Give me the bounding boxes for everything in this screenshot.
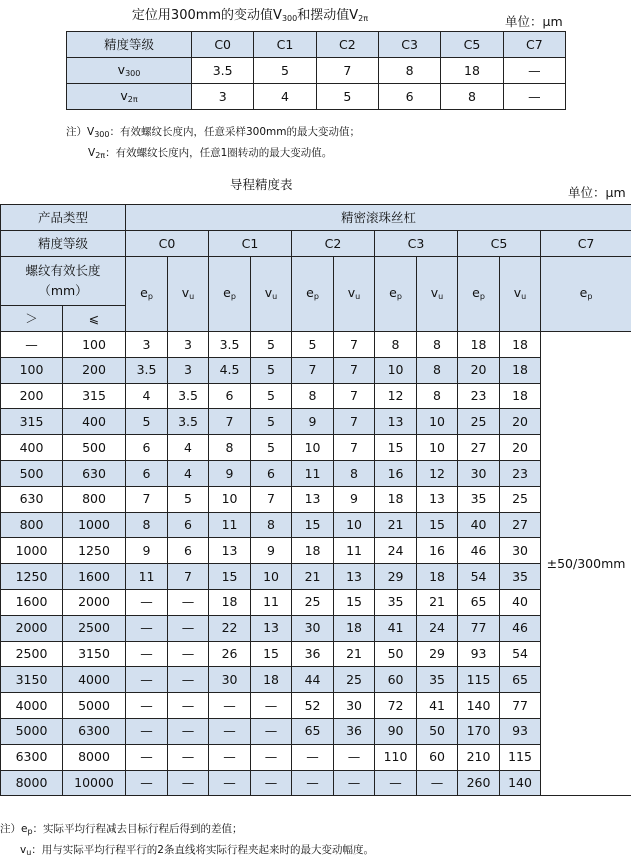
value-cell: 72 (375, 693, 417, 719)
value-cell: — (503, 58, 565, 84)
data-row (1, 641, 631, 667)
value-cell: 8 (334, 460, 375, 486)
value-cell: 13 (375, 409, 417, 435)
range-gt-cell: 8000 (1, 770, 63, 796)
value-cell: 30 (209, 667, 251, 693)
value-cell: 65 (458, 589, 500, 615)
value-cell: — (168, 589, 209, 615)
value-cell: 29 (417, 641, 458, 667)
value-cell: 4 (126, 383, 168, 409)
value-cell: 30 (458, 460, 500, 486)
data-row (1, 332, 631, 358)
grade-header-cell: C5 (441, 32, 503, 58)
value-cell: 9 (126, 538, 168, 564)
grade-header-cell: C2 (292, 231, 375, 257)
length-label: 螺纹有效长度 （mm） (1, 257, 126, 306)
value-cell: 13 (209, 538, 251, 564)
range-gt-cell: 6300 (1, 744, 63, 770)
data-row (1, 486, 631, 512)
value-cell: 21 (292, 564, 334, 590)
range-gt-cell: 800 (1, 512, 63, 538)
value-cell: 41 (417, 693, 458, 719)
value-cell: 5 (251, 435, 292, 461)
grade-header-cell: C3 (378, 32, 440, 58)
value-cell: — (126, 667, 168, 693)
value-cell: 54 (500, 641, 541, 667)
value-cell: 18 (334, 615, 375, 641)
range-gt-cell: 3150 (1, 667, 63, 693)
value-cell: 7 (334, 357, 375, 383)
value-cell: 8 (126, 512, 168, 538)
value-cell: 77 (500, 693, 541, 719)
product-type-row (1, 205, 631, 231)
row-label-cell: $v_{300}$ (67, 58, 192, 84)
value-cell: 26 (209, 641, 251, 667)
value-cell: 6 (126, 460, 168, 486)
value-cell: 54 (458, 564, 500, 590)
value-cell: 5 (251, 357, 292, 383)
value-cell: 115 (500, 744, 541, 770)
value-cell: 25 (334, 667, 375, 693)
table2-unit: 单位：μm (568, 183, 626, 201)
value-cell: 77 (458, 615, 500, 641)
value-cell: 16 (417, 538, 458, 564)
value-cell: — (168, 770, 209, 796)
value-cell: 4 (168, 435, 209, 461)
data-row (1, 770, 631, 796)
value-cell: 18 (251, 667, 292, 693)
range-gt-cell: 315 (1, 409, 63, 435)
value-cell: 15 (417, 512, 458, 538)
range-gt-cell: 1000 (1, 538, 63, 564)
value-cell: — (168, 615, 209, 641)
data-row (1, 512, 631, 538)
range-gt-cell: 5000 (1, 718, 63, 744)
value-cell: 15 (375, 435, 417, 461)
grade-header-cell: C0 (126, 231, 209, 257)
vu-header: $v_u$ (334, 257, 375, 332)
value-cell: 18 (458, 332, 500, 358)
value-cell: 18 (209, 589, 251, 615)
table1-row-v2pi (67, 84, 566, 110)
range-le-cell: 10000 (63, 770, 126, 796)
value-cell: 15 (209, 564, 251, 590)
range-le-cell: 800 (63, 486, 126, 512)
value-cell: 9 (251, 538, 292, 564)
value-cell: — (126, 589, 168, 615)
note-line: $v_u$：用与实际平均行程平行的2条直线将实际行程夹起来时的最大变动幅度。 (0, 841, 374, 862)
value-cell: 7 (334, 409, 375, 435)
value-cell: 29 (375, 564, 417, 590)
value-cell: 8 (378, 58, 440, 84)
data-row (1, 383, 631, 409)
value-cell: 8 (441, 84, 503, 110)
ep-header: $e_p$ (126, 257, 168, 332)
value-cell: 46 (458, 538, 500, 564)
value-cell: 5 (251, 409, 292, 435)
value-cell: — (334, 744, 375, 770)
value-cell: — (168, 641, 209, 667)
data-row (1, 589, 631, 615)
value-cell: 10 (209, 486, 251, 512)
value-cell: 140 (500, 770, 541, 796)
value-cell: 15 (292, 512, 334, 538)
value-cell: 18 (500, 357, 541, 383)
value-cell: 50 (417, 718, 458, 744)
value-cell: 3.5 (126, 357, 168, 383)
value-cell: 41 (375, 615, 417, 641)
value-cell: 3.5 (168, 383, 209, 409)
value-cell: 60 (417, 744, 458, 770)
value-cell: 7 (334, 383, 375, 409)
value-cell: — (168, 744, 209, 770)
value-cell: — (126, 744, 168, 770)
value-cell: 8 (375, 332, 417, 358)
value-cell: 7 (316, 58, 378, 84)
lead-accuracy-table (0, 204, 631, 796)
value-cell: 52 (292, 693, 334, 719)
range-le-cell: 200 (63, 357, 126, 383)
value-cell: 6 (168, 512, 209, 538)
data-row (1, 435, 631, 461)
value-cell: 22 (209, 615, 251, 641)
value-cell: 8 (292, 383, 334, 409)
range-gt-cell: 1600 (1, 589, 63, 615)
value-cell: 25 (500, 486, 541, 512)
value-cell: 18 (500, 332, 541, 358)
value-cell: 6 (378, 84, 440, 110)
gt-header: ＞ (1, 306, 63, 332)
value-cell: 60 (375, 667, 417, 693)
value-cell: 24 (375, 538, 417, 564)
value-cell: 25 (292, 589, 334, 615)
value-cell: 65 (500, 667, 541, 693)
value-cell: 11 (126, 564, 168, 590)
vu-header: $v_u$ (168, 257, 209, 332)
value-cell: 110 (375, 744, 417, 770)
value-cell: — (209, 718, 251, 744)
value-cell: 35 (500, 564, 541, 590)
range-le-cell: 6300 (63, 718, 126, 744)
value-cell: 13 (292, 486, 334, 512)
value-cell: 9 (334, 486, 375, 512)
c7-tolerance-cell: ±50/300mm (541, 332, 631, 796)
ep-header: $e_p$ (541, 257, 631, 332)
value-cell: 15 (334, 589, 375, 615)
value-cell: 65 (292, 718, 334, 744)
value-cell: 3.5 (209, 332, 251, 358)
value-cell: 260 (458, 770, 500, 796)
value-cell: 18 (417, 564, 458, 590)
row-label-cell: $v_{2\pi}$ (67, 84, 192, 110)
value-cell: 7 (168, 564, 209, 590)
value-cell: 5 (316, 84, 378, 110)
value-cell: — (209, 693, 251, 719)
value-cell: 40 (458, 512, 500, 538)
value-cell: 10 (334, 512, 375, 538)
value-cell: 3 (126, 332, 168, 358)
data-row (1, 667, 631, 693)
range-gt-cell: 200 (1, 383, 63, 409)
value-cell: 35 (375, 589, 417, 615)
range-gt-cell: 500 (1, 460, 63, 486)
value-cell: 20 (500, 409, 541, 435)
value-cell: 10 (375, 357, 417, 383)
value-cell: 5 (292, 332, 334, 358)
value-cell: 12 (375, 383, 417, 409)
value-cell: 20 (500, 435, 541, 461)
data-row (1, 718, 631, 744)
range-le-cell: 100 (63, 332, 126, 358)
range-gt-cell: — (1, 332, 63, 358)
value-cell: 27 (500, 512, 541, 538)
value-cell: — (209, 744, 251, 770)
value-cell: 8 (209, 435, 251, 461)
grade-header-cell: C7 (503, 32, 565, 58)
value-cell: 4.5 (209, 357, 251, 383)
value-cell: 7 (126, 486, 168, 512)
value-cell: — (168, 693, 209, 719)
table2-title: 导程精度表 (230, 175, 293, 193)
grade-row (1, 231, 631, 257)
value-cell: — (251, 718, 292, 744)
le-header: ⩽ (63, 306, 126, 332)
range-gt-cell: 2000 (1, 615, 63, 641)
range-le-cell: 400 (63, 409, 126, 435)
value-cell: — (503, 84, 565, 110)
value-cell: 3 (192, 84, 254, 110)
data-row (1, 460, 631, 486)
data-row (1, 538, 631, 564)
value-cell: 21 (334, 641, 375, 667)
range-gt-cell: 2500 (1, 641, 63, 667)
value-cell: 7 (251, 486, 292, 512)
range-le-cell: 1600 (63, 564, 126, 590)
data-row (1, 357, 631, 383)
range-le-cell: 5000 (63, 693, 126, 719)
data-row (1, 564, 631, 590)
value-cell: 46 (500, 615, 541, 641)
ep-header: $e_p$ (375, 257, 417, 332)
table1-unit: 单位：μm (505, 12, 563, 30)
value-cell: 15 (251, 641, 292, 667)
data-row (1, 615, 631, 641)
grade-header-cell: C5 (458, 231, 541, 257)
range-gt-cell: 400 (1, 435, 63, 461)
grade-header-cell: C2 (316, 32, 378, 58)
range-gt-cell: 4000 (1, 693, 63, 719)
value-cell: 9 (292, 409, 334, 435)
value-cell: 27 (458, 435, 500, 461)
value-cell: 20 (458, 357, 500, 383)
range-le-cell: 3150 (63, 641, 126, 667)
value-cell: 35 (458, 486, 500, 512)
note-line: 注）$V_{300}$：有效螺纹长度内，任意采样300mm的最大变动值； (66, 123, 360, 144)
value-cell: — (251, 744, 292, 770)
value-cell: 23 (500, 460, 541, 486)
value-cell: 10 (251, 564, 292, 590)
value-cell: 210 (458, 744, 500, 770)
grade-header-cell: C1 (254, 32, 316, 58)
value-cell: 6 (126, 435, 168, 461)
value-cell: 21 (417, 589, 458, 615)
range-le-cell: 500 (63, 435, 126, 461)
value-cell: 36 (292, 641, 334, 667)
value-cell: — (292, 744, 334, 770)
range-le-cell: 2500 (63, 615, 126, 641)
range-gt-cell: 630 (1, 486, 63, 512)
value-cell: 11 (251, 589, 292, 615)
value-cell: 6 (168, 538, 209, 564)
value-cell: 93 (500, 718, 541, 744)
value-cell: 40 (500, 589, 541, 615)
value-cell: — (209, 770, 251, 796)
value-cell: 12 (417, 460, 458, 486)
value-cell: 35 (417, 667, 458, 693)
range-le-cell: 1250 (63, 538, 126, 564)
value-cell: 8 (417, 383, 458, 409)
value-cell: — (126, 770, 168, 796)
value-cell: 24 (417, 615, 458, 641)
value-cell: 13 (251, 615, 292, 641)
value-cell: 4 (254, 84, 316, 110)
value-cell: 18 (292, 538, 334, 564)
grade-label: 精度等级 (1, 231, 126, 257)
value-cell: — (417, 770, 458, 796)
value-cell: 7 (292, 357, 334, 383)
value-cell: 18 (500, 383, 541, 409)
range-le-cell: 1000 (63, 512, 126, 538)
value-cell: 7 (334, 435, 375, 461)
grade-header-cell: C1 (209, 231, 292, 257)
value-cell: 30 (500, 538, 541, 564)
value-cell: — (292, 770, 334, 796)
value-cell: 10 (292, 435, 334, 461)
value-cell: 5 (126, 409, 168, 435)
data-row (1, 693, 631, 719)
vu-header: $v_u$ (251, 257, 292, 332)
value-cell: 10 (417, 435, 458, 461)
value-cell: 13 (417, 486, 458, 512)
value-cell: — (126, 641, 168, 667)
value-cell: 8 (417, 332, 458, 358)
ep-header: $e_p$ (458, 257, 500, 332)
value-cell: — (126, 615, 168, 641)
value-cell: 13 (334, 564, 375, 590)
table1-title: 定位用300mm的变动值$V_{300}$和摆动值$V_{2\pi}$ (0, 4, 500, 23)
data-row (1, 744, 631, 770)
value-cell: 3.5 (192, 58, 254, 84)
value-cell: — (126, 718, 168, 744)
value-cell: 25 (458, 409, 500, 435)
sub-header-row (1, 257, 631, 306)
value-cell: 44 (292, 667, 334, 693)
value-cell: 5 (251, 383, 292, 409)
value-cell: 10 (417, 409, 458, 435)
product-type-value: 精密滚珠丝杠 (126, 205, 631, 231)
value-cell: — (251, 693, 292, 719)
value-cell: 21 (375, 512, 417, 538)
value-cell: 9 (209, 460, 251, 486)
value-cell: 8 (417, 357, 458, 383)
range-le-cell: 2000 (63, 589, 126, 615)
value-cell: 23 (458, 383, 500, 409)
value-cell: 11 (209, 512, 251, 538)
value-cell: 3 (168, 332, 209, 358)
variation-table (66, 31, 566, 110)
value-cell: — (334, 770, 375, 796)
value-cell: 3.5 (168, 409, 209, 435)
value-cell: 7 (334, 332, 375, 358)
value-cell: 90 (375, 718, 417, 744)
value-cell: 3 (168, 357, 209, 383)
range-le-cell: 8000 (63, 744, 126, 770)
range-le-cell: 315 (63, 383, 126, 409)
value-cell: 6 (251, 460, 292, 486)
range-gt-cell: 100 (1, 357, 63, 383)
table2-notes (0, 820, 374, 862)
ep-header: $e_p$ (292, 257, 334, 332)
data-row (1, 409, 631, 435)
value-cell: — (168, 667, 209, 693)
value-cell: 50 (375, 641, 417, 667)
value-cell: 30 (292, 615, 334, 641)
table1-header-row (67, 32, 566, 58)
grade-header-cell: C3 (375, 231, 458, 257)
value-cell: 11 (334, 538, 375, 564)
value-cell: 36 (334, 718, 375, 744)
value-cell: 6 (209, 383, 251, 409)
product-type-label: 产品类型 (1, 205, 126, 231)
value-cell: 5 (168, 486, 209, 512)
value-cell: 140 (458, 693, 500, 719)
value-cell: 7 (209, 409, 251, 435)
value-cell: 16 (375, 460, 417, 486)
value-cell: 115 (458, 667, 500, 693)
note-line: 注）$e_p$：实际平均行程减去目标行程后得到的差值； (0, 820, 374, 841)
value-cell: 170 (458, 718, 500, 744)
value-cell: — (126, 693, 168, 719)
table1-row-v300 (67, 58, 566, 84)
value-cell: 5 (254, 58, 316, 84)
range-le-cell: 630 (63, 460, 126, 486)
value-cell: 30 (334, 693, 375, 719)
value-cell: 5 (251, 332, 292, 358)
ep-header: $e_p$ (209, 257, 251, 332)
range-gt-cell: 1250 (1, 564, 63, 590)
grade-header-cell: C7 (541, 231, 631, 257)
range-le-cell: 4000 (63, 667, 126, 693)
vu-header: $v_u$ (500, 257, 541, 332)
note-line: $V_{2\pi}$：有效螺纹长度内，任意1圈转动的最大变动值。 (66, 144, 360, 165)
value-cell: 18 (441, 58, 503, 84)
value-cell: 8 (251, 512, 292, 538)
grade-label-cell: 精度等级 (67, 32, 192, 58)
value-cell: — (168, 718, 209, 744)
value-cell: 11 (292, 460, 334, 486)
vu-header: $v_u$ (417, 257, 458, 332)
value-cell: 4 (168, 460, 209, 486)
value-cell: — (251, 770, 292, 796)
grade-header-cell: C0 (192, 32, 254, 58)
value-cell: 18 (375, 486, 417, 512)
value-cell: — (375, 770, 417, 796)
table1-notes (66, 123, 360, 165)
value-cell: 93 (458, 641, 500, 667)
